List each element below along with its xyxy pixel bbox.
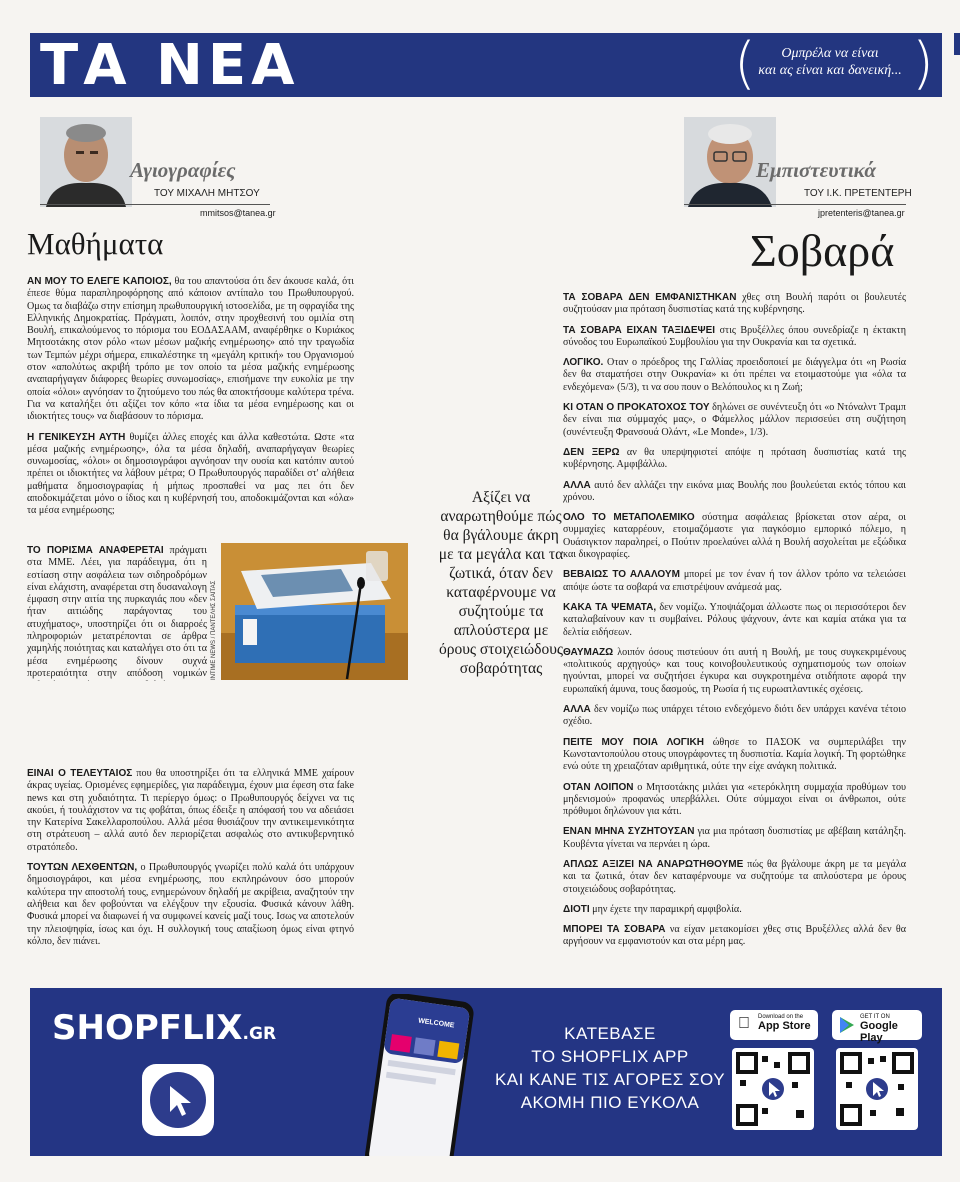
paragraph-text: χθες στη Βουλή παρότι οι βουλευτές συζητούσαν μια πρόταση δυσπιστίας κατά της κυβέρνησης.: [563, 292, 906, 316]
google-play-icon: [840, 1017, 854, 1033]
ad-headline: [490, 1022, 730, 1114]
lead-in: ΚΙ ΟΤΑΝ Ο ΠΡΟΚΑΤΟΧΟΣ ΤΟΥ: [563, 402, 710, 414]
shopflix-logo-text: SHOPFLIX: [52, 1008, 243, 1048]
paragraph-right-7: [563, 512, 906, 561]
lead-in: ΟΤΑΝ ΛΟΙΠΟΝ: [563, 781, 634, 793]
paragraph-left-2: [27, 432, 354, 518]
body-text-left-beside-photo: [27, 545, 207, 681]
author-photo-mitsos: [40, 117, 132, 207]
paragraph-right-17: [563, 924, 906, 949]
qr-code-app-store[interactable]: [732, 1048, 814, 1130]
headline-left: Μαθήματα: [27, 226, 164, 261]
ad-text-line3: ΚΑΙ ΚΑΝΕ ΤΙΣ ΑΓΟΡΕΣ ΣΟΥ: [494, 1070, 726, 1089]
paragraph-right-8: [563, 569, 906, 594]
paragraph-text: ο Πρωθυπουργός γνωρίζει πολύ καλά ότι υπάρχουν δημοσιογράφοι, και μέσα ενημέρωσης, που εκπληρώνουν όσο μπορούν καλύτερα την αποστολή τους, ενημερώνουν δηλαδή με ακρίβεια, αναζητούν την αλήθεια και δεν φοβούνται να ελέγξουν την εξουσία. Φυσικά κάνουν λάθη. Φυσικά μπορεί να διαφωνεί ή να συμφωνεί κανείς μαζί τους. Ισως να αποτελούν την πλειοψηφία, ίσως και όχι. Η συλλογική τους απαξίωση όμως είναι φτηνό κόλπο, δεν πιάνει.: [27, 862, 355, 947]
lead-in: ΚΑΚΑ ΤΑ ΨΕΜΑΤΑ,: [563, 601, 657, 613]
google-play-text: [860, 1014, 922, 1044]
paragraph-right-1: [563, 292, 906, 317]
lead-in: ΕΙΝΑΙ Ο ΤΕΛΕΥΤΑΙΟΣ: [27, 768, 133, 779]
app-store-label: App Store: [758, 1020, 811, 1032]
lead-in: ΠΕΙΤΕ ΜΟΥ ΠΟΙΑ ΛΟΓΙΚΗ: [563, 736, 704, 748]
paragraph-right-3: [563, 357, 906, 394]
lead-in: ΑΝ ΜΟΥ ΤΟ ΕΛΕΓΕ ΚΑΠΟΙΟΣ,: [27, 276, 172, 287]
lead-in: ΤΑ ΣΟΒΑΡΑ ΔΕΝ ΕΜΦΑΝΙΣΤΗΚΑΝ: [563, 292, 737, 303]
phone-mockup: [356, 994, 478, 1156]
paragraph-text: ο Μητσοτάκης μιλάει για «ετερόκλητη συμμαχία προθύμων του μηδενισμού» προφανώς υπερβάλλει. Ούτε σύμμαχοι είναι οι άνθρωποι, ούτε πρόθυμοι δηλώνουν για κάτι.: [563, 781, 906, 818]
paragraph-left-4: [27, 768, 354, 854]
header-rule-right: [684, 204, 906, 205]
google-play-badge[interactable]: [832, 1010, 922, 1044]
paragraph-text: λοιπόν όσους πιστεύουν ότι αυτή η Βουλή, με τους συγκεκριμένους «πολιτικούς αρχηγούς» και τους κοινοβουλευτικούς σχηματισμούς των οποίων ηγούνται, μπορεί να συζητήσει έγκυρα και συγκροτημένα οτιδήποτε αφορά την ευρωπαϊκή άμυνα, τους δασμούς, τη Ρωσία ή τις ευρωατλαντικές σχέσεις.: [563, 646, 906, 695]
paragraph-text: αν θα υπερψηφιστεί απόψε η πρόταση δυσπιστίας κατά της κυβέρνησης. Αμφιβάλλω.: [563, 446, 907, 471]
paragraph-right-12: [563, 737, 906, 774]
email-right: jpretenteris@tanea.gr: [818, 208, 905, 218]
app-store-small: Download on the: [758, 1014, 804, 1020]
google-play-small: GET IT ON: [860, 1014, 890, 1020]
paragraph-text: σύστημα ασφάλειας βρίσκεται στον αέρα, οι συμμαχίες καταρρέουν, ετοιμαζόμαστε για παγκόσμιο εμπορικό πόλεμο, η Ουάσιγκτον παραληρεί, ο Πούτιν προελαύνει αλλά η Βουλή ασχολείται με εξώδικα και δικογραφίες.: [563, 512, 906, 561]
lead-in: ΤΟ ΠΟΡΙΣΜΑ ΑΝΑΦΕΡΕΤΑΙ: [27, 545, 164, 556]
ad-text-line2: ΤΟ SHOPFLIX APP: [531, 1047, 689, 1066]
phone-welcome-label: WELCOME: [417, 1017, 455, 1030]
paragraph-text: πώς θα βγάλουμε άκρη με τα μεγάλα και τα ζωτικά, όταν δεν καταφέρνουμε να συζητούμε τα απλούστερα με όρους στοιχειώδους σοβαρότητας.: [563, 858, 907, 895]
lead-in: ΘΑΥΜΑΖΩ: [563, 646, 614, 658]
paragraph-right-4: [563, 402, 906, 439]
paragraph-text: Οταν ο πρόεδρος της Γαλλίας προειδοποιεί με διάγγελμα ότι «η Ρωσία δεν θα σταματήσει στην Ουκρανία» κι ότι πρέπει να ετοιμαστούμε για «όλα τα ενδεχόμενα» (5/3), τι να σου πουν ο Βελόπουλος κι η Ζωή;: [563, 357, 906, 393]
lead-in: ΑΠΛΩΣ ΑΞΙΖΕΙ ΝΑ ΑΝΑΡΩΤΗΘΟΥΜΕ: [563, 858, 744, 870]
paragraph-right-9: [563, 602, 906, 639]
lead-in: ΜΠΟΡΕΙ ΤΑ ΣΟΒΑΡΑ: [563, 924, 666, 936]
shopflix-logo-suffix: .GR: [242, 1024, 277, 1044]
body-text-left-bottom: [27, 768, 354, 956]
paragraph-left-1: [27, 276, 354, 424]
app-icon-circle: [150, 1072, 206, 1128]
paragraph-text: δηλώνει σε συνέντευξη ότι «ο Ντόναλντ Τραμπ δεν είναι πια σύμμαχός μας», ο Φάμελλος μάλλον περισσεύει στη συζήτηση (συνέντευξη Φρανσουά Ολάντ, «Le Monde», 1/3).: [563, 402, 906, 438]
qr-code-google-play[interactable]: [836, 1048, 918, 1130]
lead-in: ΕΝΑΝ ΜΗΝΑ ΣΥΖΗΤΟΥΣΑΝ: [563, 826, 695, 838]
apple-icon: [738, 1015, 750, 1033]
ad-text-line1: ΚΑΤΕΒΑΣΕ: [564, 1024, 656, 1043]
paragraph-text: πράγματι στα ΜΜΕ. Λέει, για παράδειγμα, ότι η εστίαση στην ασφάλεια των σιδηροδρόμων είναι ελάχιστη, αναφέρεται στη δυσαναλογη έμφαση στην αιτία της πυρκαγιάς που «δεν ήταν αιτιώδης παράγοντας του ατυχήματος», υποστηρίζει ότι οι διαρροές πληροφοριών μετατρέπονται σε άρθρα χαμηλής ποιότητας και καταλήγει στο ότι τα μέσα ενημέρωσης δίνουν συχνά προτεραιότητα στην απόδοση νομικών: [27, 545, 207, 679]
paragraph-text: δεν νομίζω. Υποψιάζομαι άλλωστε πως οι περισσότεροι δεν καταλαβαίνουν καν τι συμβαίνει. Ρόλους ψάχνουν, άντε και καμία ατάκα για τα δελτία ειδήσεων.: [563, 601, 906, 638]
paragraph-text: μην έχετε την παραμικρή αμφιβολία.: [589, 903, 742, 915]
google-play-label: Google Play: [860, 1020, 898, 1044]
paragraph-text: ώθησε το ΠΑΣΟΚ να συμπεριλάβει την Κωνσταντοπούλου στους υπογράφοντες τη δυσπιστία. Καμία λογική. Τη φορτώθηκε ενώ ούτε τη χρειαζόταν αριθμητικά, ούτε την είχε ανάγκη πολιτικά.: [563, 736, 906, 773]
ad-text-line4: ΑΚΟΜΗ ΠΙΟ ΕΥΚΟΛΑ: [520, 1093, 700, 1112]
paragraph-text: αυτό δεν αλλάζει την εικόνα μιας Βουλής που βουλεύεται εκτός τόπου και χρόνου.: [563, 479, 906, 503]
byline-right: ΤΟΥ Ι.Κ. ΠΡΕΤΕΝΤΕΡΗ: [804, 188, 912, 199]
masthead-logo: ΤΑ ΝΕΑ: [40, 33, 300, 98]
paragraph-right-15: [563, 859, 906, 896]
paragraph-text: για μια πρόταση δυσπιστίας με αβέβαιη κατάληξη. Κουβέντα γίνεται να περνάει η ώρα.: [563, 826, 906, 850]
paragraph-right-16: [563, 904, 906, 916]
photo-caption: ΙΝΤΙΜΕ NEWS / ΠΑΝΤΕΛΗΣ ΣΑΪΤΑΣ: [211, 580, 217, 680]
paragraph-right-10: [563, 647, 906, 696]
paragraph-left-5: [27, 862, 354, 948]
email-left: mmitsos@tanea.gr: [200, 208, 276, 218]
lead-in: ΔΕΝ ΞΕΡΩ: [563, 446, 620, 458]
body-text-right: [563, 292, 906, 957]
masthead-quote-line2: και ας είναι και δανεική...: [758, 63, 902, 78]
article-photo-binders: [221, 543, 408, 680]
lead-in: ΛΟΓΙΚΟ.: [563, 357, 604, 369]
quote-open-paren: (: [734, 31, 756, 96]
app-store-text: [758, 1014, 811, 1032]
corner-mark: [954, 33, 960, 55]
masthead-quote-line1: Ομπρέλα να είναι: [781, 46, 879, 61]
paragraph-right-14: [563, 826, 906, 851]
paragraph-text: μπορεί με τον έναν ή τον άλλον τρόπο να τελειώσει απόψε ώστε τα σοβαρά να επιστρέψουν ανάμεσά μας.: [563, 569, 906, 593]
paragraph-text: θυμίζει άλλες εποχές και άλλα καθεστώτα. Ωστε «τα μέσα μαζικής ενημέρωσης», όλα τα μέσα δηλαδή, αναπαρήγαγαν θεωρίες συνωμοσίας, «όλοι» οι δημοσιογράφοι αγνόησαν την ουσία και κατόπιν αυτού πρέπει οι ιδιοκτήτες να λάβουν μέτρα; Ο Πρωθυπουργός παραδίδει στ' αλήθεια μαθήματα δημοσιογραφίας ή μήπως προσπαθεί να μας πει ότι δεν αποδοκιμάζεται μόνο ο ίδιος και η κυβέρνησή του, αποδοκιμάζονται και «όλα» τα μέσα ενημέρωσης;: [27, 431, 354, 517]
paragraph-text: που θα υποστηρίξει ότι τα ελληνικά ΜΜΕ χαίρουν άκρας υγείας. Ορισμένες εφημερίδες, για παράδειγμα, έχουν μια έφεση στα fake news και στη χυδαιότητα. Τι περίεργο όμως: ο Πρωθυπουργός δείχνει να τις ακούει, ή τουλάχιστον να τις φοβάται, όπως έδειξε η απόφασή του να αδειάσει την Κατερίνα Σακελλαροπούλου. Αλλά μέσα θυσιάζουν την αντικειμενικότητα στη στράτευση – αλλά αυτό δεν περιορίζεται ασφαλώς στο αντικυβερνητικό στρατόπεδο.: [27, 768, 354, 853]
paragraph-text: δεν νομίζω πως υπάρχει τέτοιο ενδεχόμενο διότι δεν υπάρχει κανένα τέτοιο σχέδιο.: [563, 704, 906, 728]
shopflix-advertisement[interactable]: [30, 988, 942, 1156]
lead-in: ΟΛΟ ΤΟ ΜΕΤΑΠΟΛΕΜΙΚΟ: [563, 512, 695, 524]
lead-in: ΤΟΥΤΩΝ ΛΕΧΘΕΝΤΩΝ,: [27, 862, 138, 874]
lead-in: Η ΓΕΝΙΚΕΥΣΗ ΑΥΤΗ: [27, 431, 126, 443]
lead-in: ΒΕΒΑΙΩΣ ΤΟ ΑΛΑΛΟΥΜ: [563, 569, 680, 581]
paragraph-left-3: [27, 545, 207, 681]
lead-in: ΑΛΛΑ: [563, 704, 591, 716]
lead-in: ΑΛΛΑ: [563, 479, 591, 491]
paragraph-text: στις Βρυξέλλες όπου συνεδρίαζε η έκτακτη σύνοδος του Ευρωπαϊκού Συμβουλίου για την Ουκρανία και τα σχετικά.: [563, 324, 906, 348]
paragraph-text: να είχαν μετακομίσει χθες στις Βρυξέλλες αλλά δεν θα αργήσουν να εμφανιστούν και στα μέρη μας.: [563, 924, 906, 948]
quote-close-paren: ): [912, 31, 934, 96]
lead-in: ΔΙΟΤΙ: [563, 903, 590, 915]
paragraph-right-6: [563, 480, 906, 505]
app-store-badge[interactable]: [730, 1010, 818, 1040]
column-name-left: Αγιογραφίες: [130, 158, 236, 182]
paragraph-right-2: [563, 325, 906, 350]
body-text-left-top: [27, 276, 354, 526]
column-name-right: Εμπιστευτικά: [756, 158, 877, 182]
paragraph-text: θα του απαντούσα ότι δεν άκουσε καλά, ότι έπεσε θύμα παραπληροφόρησης από κάποιον αντίπαλο του Πρωθυπουργού. Ομως τα διαβάζω στην επίσημη πρωθυπουργική ιστοσελίδα, με τη σφραγίδα της Ελληνικής Δημοκρατίας. Πράγματι, λοιπόν, στην προχθεσινή του ομιλία στη Βουλή, επικαλούμενος το πόρισμα του ΕΟΔΑΣΑΑΜ, αναφέρθηκε ο Κυριάκος Μητσοτάκης στον ρόλο «των μέσων μαζικής ενημέρωσης» από την τραγωδία των Τεμπών μέχρι σήμερα, επικαλέστηκε τη «μεγάλη κριτική» του Οργανισμού στον «απολύτως ακριβή τρόπο με τον οποίο τα μέσα μαζικής ενημέρωσης αναπαρήγαγαν διάφορες θεωρίες συνωμοσίας», επισήμανε την ευκολία με την οποία «όλοι» αγνόησαν το ζητούμενο του πώς θα αποκτήσουμε καλύτερα τρένα. Για να καταλήξει ότι αξίζει τον κόπο «τα ίδια τα μέσα ενημέρωσης και οι ιδιοκτήτες τους» να διαβάσουν το πόρισμα.: [27, 276, 354, 423]
paragraph-right-11: [563, 704, 906, 729]
lead-in: ΤΑ ΣΟΒΑΡΑ ΕΙΧΑΝ ΤΑΞΙΔΕΨΕΙ: [563, 324, 716, 336]
headline-right: Σοβαρά: [750, 225, 895, 276]
byline-left: ΤΟΥ ΜΙΧΑΛΗ ΜΗΤΣΟΥ: [154, 188, 260, 199]
paragraph-right-13: [563, 782, 906, 819]
pull-quote: Αξίζει να αναρωτηθούμε πώς θα βγάλουμε άκρη με τα μεγάλα και τα ζωτικά, όταν δεν καταφέρνουμε να συζητούμε τα απλούστερα με όρους στοιχειώδους σοβαρότητας: [438, 489, 564, 677]
paragraph-right-5: [563, 447, 906, 472]
shopflix-logo: [52, 1008, 276, 1048]
shopflix-app-icon: [142, 1064, 214, 1136]
cursor-icon: [150, 1072, 206, 1128]
header-rule-left: [40, 204, 270, 205]
masthead-quote: [748, 45, 912, 79]
